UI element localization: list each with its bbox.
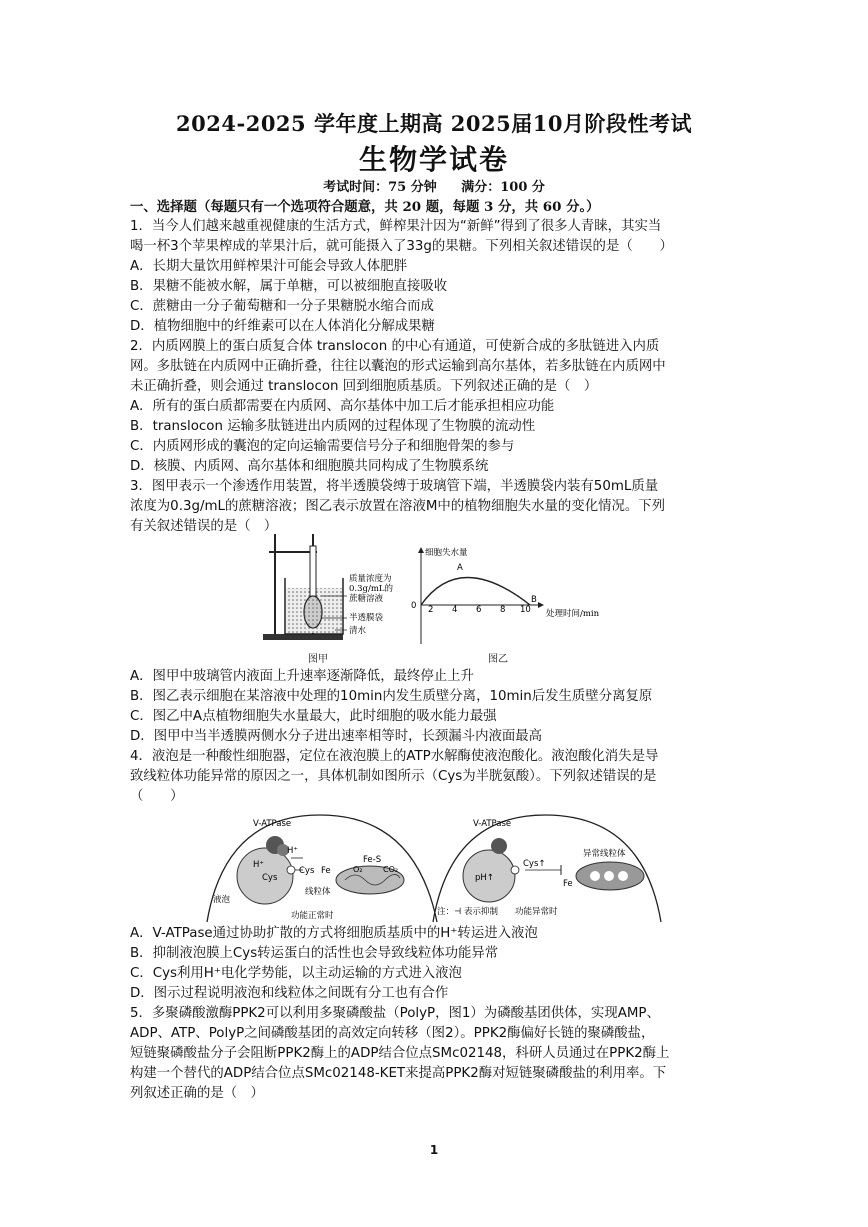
q3-option-a: A．图甲中玻璃管内液面上升速率逐渐降低，最终停止上升 xyxy=(130,669,474,684)
label-fe: Fe xyxy=(321,866,331,876)
label-sucrose: 蔗糖溶液 xyxy=(349,594,384,604)
q1-option-c: C．蔗糖由一分子葡萄糖和一分子果糖脱水缩合而成 xyxy=(130,299,434,314)
q2-option-a: A．所有的蛋白质都需要在内质网、高尔基体中加工后才能承担相应功能 xyxy=(130,399,555,414)
figure-a-caption: 图甲 xyxy=(308,654,328,665)
point-b-label: B xyxy=(531,595,537,605)
q1-option-d: D．植物细胞中的纤维素可以在人体消化分解成果糖 xyxy=(130,319,435,334)
q2-line: 未正确折叠，则会通过 translocon 回到细胞质基质。下列叙述正确的是（ ） xyxy=(130,379,598,394)
label-h-in: H⁺ xyxy=(253,860,264,870)
q1-line: 喝一杯3个苹果榨成的苹果汁后，就可能摄入了33g的果糖。下列相关叙述错误的是（ ） xyxy=(130,239,673,254)
section-heading: 一、选择题（每题只有一个选项符合题意，共 20 题，每题 3 分，共 60 分。） xyxy=(130,199,600,215)
q2-option-b: B．translocon 运输多肽链进出内质网的过程体现了生物膜的流动性 xyxy=(130,419,536,434)
label-abnormal: 功能异常时 xyxy=(515,907,558,917)
x-axis-label: 处理时间/min xyxy=(546,609,600,619)
tick-8: 8 xyxy=(500,605,506,615)
label-concentration-value: 0.3g/mL的 xyxy=(349,584,394,594)
q5-line: 5．多聚磷酸激酶PPK2可以利用多聚磷酸盐（PolyP，图1）为磷酸基团供体，实现AMP、 xyxy=(130,1006,660,1021)
label-normal: 功能正常时 xyxy=(291,911,334,921)
label-vacuole: 液泡 xyxy=(213,895,231,905)
q4-option-c: C．Cys利用H⁺电化学势能，以主动运输的方式进入液泡 xyxy=(130,966,462,981)
q2-line: 网。多肽链在内质网中正确折叠，往往以囊泡的形式运输到高尔基体，若多肽链在内质网中 xyxy=(130,359,666,374)
label-abnormal-mito: 异常线粒体 xyxy=(583,849,626,859)
q2-option-d: D．核膜、内质网、高尔基体和细胞膜共同构成了生物膜系统 xyxy=(130,459,489,474)
label-cys-out: Cys xyxy=(299,866,315,876)
label-vatpase-normal: V-ATPase xyxy=(253,819,292,829)
q4-line: （ ） xyxy=(130,789,184,804)
exam-subject: 生物学试卷 xyxy=(358,143,509,176)
tick-10: 10 xyxy=(520,605,531,615)
figure-b-caption: 图乙 xyxy=(488,654,508,665)
tick-4: 4 xyxy=(452,605,458,615)
q2-option-c: C．内质网形成的囊泡的定向运输需要信号分子和细胞骨架的参与 xyxy=(130,439,515,454)
q3-option-c: C．图乙中A点植物细胞失水量最大，此时细胞的吸水能力最强 xyxy=(130,709,497,724)
exam-meta xyxy=(0,176,868,195)
label-cys-up: Cys↑ xyxy=(523,859,546,869)
label-mitochondria: 线粒体 xyxy=(305,887,331,897)
label-bag: 半透膜袋 xyxy=(349,613,384,623)
label-water: 清水 xyxy=(349,626,367,636)
q3-line: 3．图甲表示一个渗透作用装置，将半透膜袋缚于玻璃管下端，半透膜袋内装有50mL质量 xyxy=(130,479,659,494)
q5-line: ADP、ATP、PolyP之间磷酸基团的高效定向转移（图2）。PPK2酶偏好长链的聚磷酸盐， xyxy=(130,1026,655,1041)
q5-line: 短链聚磷酸盐分子会阻断PPK2酶上的ADP结合位点SMc02148，科研人员通过在PPK2酶上 xyxy=(130,1046,670,1061)
q3-line: 浓度为0.3g/mL的蔗糖溶液；图乙表示放置在溶液M中的植物细胞失水量的变化情况。下列 xyxy=(130,499,666,514)
exam-time: 考试时间：75 分钟 xyxy=(323,180,437,195)
text-block-1 xyxy=(130,197,745,537)
q5-line: 列叙述正确的是（ ） xyxy=(130,1086,264,1101)
q4-option-a: A．V-ATPase通过协助扩散的方式将细胞质基质中的H⁺转运进入液泡 xyxy=(130,926,538,941)
figure-vacuole-mitochondria xyxy=(205,810,665,925)
q3-option-d: D．图甲中当半透膜两侧水分子进出速率相等时，长颈漏斗内液面最高 xyxy=(130,729,543,744)
q2-line: 2．内质网膜上的蛋白质复合体 translocon 的中心有通道，可使新合成的多肽链进入内质 xyxy=(130,339,660,354)
y-axis-label: 细胞失水量 xyxy=(425,548,468,558)
tick-6: 6 xyxy=(476,605,482,615)
tick-0: 0 xyxy=(411,601,417,611)
label-fes: Fe-S xyxy=(363,855,382,865)
q1-option-b: B．果糖不能被水解，属于单糖，可以被细胞直接吸收 xyxy=(130,279,448,294)
q3-option-b: B．图乙表示细胞在某溶液中处理的10min内发生质壁分离，10min后发生质壁分离复原 xyxy=(130,689,653,704)
q4-option-b: B．抑制液泡膜上Cys转运蛋白的活性也会导致线粒体功能异常 xyxy=(130,946,499,961)
figure-osmosis-apparatus xyxy=(255,530,405,648)
label-h-out: H⁺ xyxy=(287,846,298,856)
point-a-label: A xyxy=(457,563,463,573)
figure-water-loss-chart xyxy=(405,540,645,648)
exam-title: 2024-2025 学年度上期高 2025届10月阶段性考试 xyxy=(176,111,692,136)
text-block-3 xyxy=(130,924,745,1104)
q1-line: 1．当今人们越来越重视健康的生活方式，鲜榨果汁因为“新鲜”得到了很多人青睐，其实当 xyxy=(130,219,662,234)
label-inhibit-note: 注：⊣ 表示抑制 xyxy=(437,907,499,917)
q4-line: 4．液泡是一种酸性细胞器，定位在液泡膜上的ATP水解酶使液泡酸化。液泡酸化消失是导 xyxy=(130,749,659,764)
label-fe-abnormal: Fe xyxy=(563,879,573,889)
label-vatpase-abnormal: V-ATPase xyxy=(473,819,512,829)
q3-line: 有关叙述错误的是（ ） xyxy=(130,519,278,534)
label-o2: O₂ xyxy=(353,865,363,874)
label-co2: CO₂ xyxy=(383,865,399,874)
page-number: 1 xyxy=(429,1143,439,1157)
label-concentration: 质量浓度为 xyxy=(349,574,392,584)
q4-line: 致线粒体功能异常的原因之一，具体机制如图所示（Cys为半胱氨酸）。下列叙述错误的是 xyxy=(130,769,657,784)
water-loss-curve xyxy=(421,578,530,606)
q1-option-a: A．长期大量饮用鲜榨果汁可能会导致人体肥胖 xyxy=(130,259,407,274)
label-ph-up: pH↑ xyxy=(475,873,494,883)
text-block-2 xyxy=(130,667,745,807)
q5-line: 构建一个替代的ADP结合位点SMc02148-KET来提高PPK2酶对短链聚磷酸盐的利用率。下 xyxy=(130,1066,667,1081)
q4-option-d: D．图示过程说明液泡和线粒体之间既有分工也有合作 xyxy=(130,986,449,1001)
exam-score: 满分：100 分 xyxy=(461,180,545,195)
tick-2: 2 xyxy=(428,605,434,615)
label-cys-in: Cys xyxy=(262,873,278,883)
